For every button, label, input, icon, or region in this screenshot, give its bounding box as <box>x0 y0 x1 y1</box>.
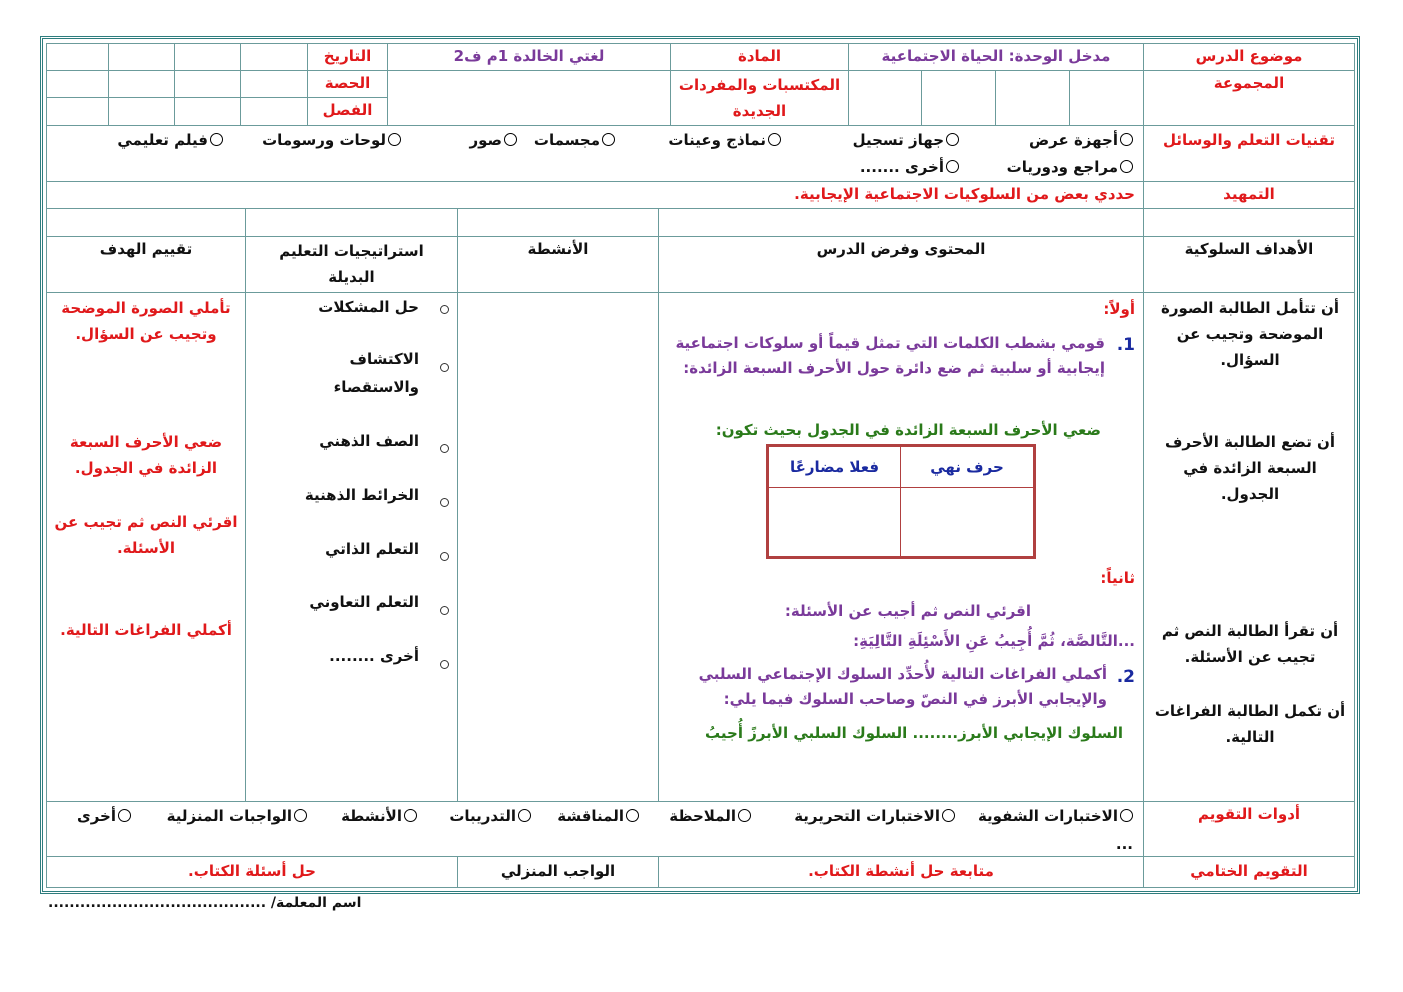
circle-bullet-icon[interactable] <box>440 660 449 669</box>
final-label: التقويم الختامي <box>1143 856 1355 888</box>
class-cell[interactable] <box>108 97 175 126</box>
circle-bullet-icon[interactable] <box>440 606 449 615</box>
assessment-option[interactable]: التدريبات <box>449 804 531 828</box>
item1-number: 1. <box>1116 335 1135 355</box>
vocab-cell[interactable] <box>387 70 671 126</box>
class-cell[interactable] <box>46 97 109 126</box>
tool-option[interactable]: مجسمات <box>534 128 615 152</box>
strategy-item[interactable] <box>440 297 449 321</box>
assessment-option[interactable]: الاختبارات التحريرية <box>794 804 955 828</box>
group-cell[interactable] <box>921 70 996 126</box>
teacher-name[interactable]: اسم المعلمة/ ......................................... <box>48 895 362 911</box>
date-label: التاريخ <box>307 43 388 71</box>
date-cell[interactable] <box>240 43 308 71</box>
spacer-cell <box>1143 208 1355 237</box>
evaluation-item: تأملي الصورة الموضحة وتجيب عن السؤال. <box>61 299 231 343</box>
evaluation-item: ضعي الأحرف السبعة الزائدة في الجدول. <box>69 433 223 477</box>
period-cell[interactable] <box>174 70 241 98</box>
table-instruction: ضعي الأحرف السبعة الزائدة في الجدول بحيث تكون: <box>715 421 1101 439</box>
assessment-option[interactable]: الملاحظة <box>669 804 751 828</box>
strategy-label: الصف الذهني <box>319 432 419 450</box>
class-label: الفصل <box>307 97 388 126</box>
table-answer-cell[interactable] <box>768 487 901 557</box>
evaluation-item: اقرئي النص ثم تجيب عن الأسئلة. <box>54 513 238 557</box>
group-cell[interactable] <box>995 70 1070 126</box>
period-cell[interactable] <box>108 70 175 98</box>
content-first: أولاً: <box>1103 300 1135 318</box>
strategy-item[interactable] <box>440 355 449 379</box>
content-header: المحتوى وفرض الدرس <box>658 236 1144 293</box>
period-cell[interactable] <box>46 70 109 98</box>
radio-circle-icon[interactable] <box>404 809 417 822</box>
period-cell[interactable] <box>240 70 308 98</box>
strategy-item[interactable] <box>440 544 449 568</box>
strategy-label: التعلم التعاوني <box>309 593 419 611</box>
radio-circle-icon[interactable] <box>946 133 959 146</box>
date-cell[interactable] <box>46 43 109 71</box>
vocab-label: المكتسبات والمفردات الجديدة <box>670 70 849 126</box>
strategy-label: حل المشكلات <box>318 298 419 316</box>
read-instruction: اقرئي النص ثم أجيب عن الأسئلة: <box>784 602 1031 620</box>
table-head-nahy: حرف نهي <box>900 446 1034 488</box>
strategies-column <box>245 292 458 802</box>
tool-option[interactable]: مراجع ودوريات <box>1007 155 1133 179</box>
objective-item: أن تتأمل الطالبة الصورة الموضحة وتجيب عن السؤال. <box>1161 299 1339 369</box>
tool-option[interactable]: جهاز تسجيل <box>853 128 959 152</box>
homework-text: حل أسئلة الكتاب. <box>46 856 458 888</box>
group-label: المجموعة <box>1143 70 1355 126</box>
strategy-item[interactable] <box>440 436 449 460</box>
assessment-options <box>46 801 1144 857</box>
radio-circle-icon[interactable] <box>626 809 639 822</box>
assessment-more: ... <box>1115 835 1133 853</box>
evaluation-item: أكملي الفراغات التالية. <box>60 621 232 639</box>
spacer-cell <box>245 208 458 237</box>
spacer-cell <box>457 208 659 237</box>
assessment-option[interactable]: المناقشة <box>557 804 639 828</box>
radio-circle-icon[interactable] <box>504 133 517 146</box>
objective-item: أن تكمل الطالبة الفراغات التالية. <box>1154 702 1346 746</box>
assessment-option[interactable]: الواجبات المنزلية <box>167 804 307 828</box>
assessment-option[interactable]: الأنشطة <box>341 804 417 828</box>
final-activities: متابعة حل أنشطة الكتاب. <box>658 856 1144 888</box>
radio-circle-icon[interactable] <box>738 809 751 822</box>
item2-number: 2. <box>1116 667 1135 687</box>
strategy-item[interactable] <box>440 652 449 676</box>
spacer-cell <box>658 208 1144 237</box>
group-cell[interactable] <box>848 70 922 126</box>
radio-circle-icon[interactable] <box>602 133 615 146</box>
objectives-column <box>1143 292 1355 802</box>
assessment-label: أدوات التقويم <box>1143 801 1355 857</box>
objective-item: أن تضع الطالبة الأحرف السبعة الزائدة في الجدول. <box>1164 433 1336 503</box>
intro-text: حددي بعض من السلوكيات الاجتماعية الإيجابية. <box>46 181 1144 209</box>
tool-option[interactable]: نماذج وعينات <box>668 128 781 152</box>
tools-options <box>46 125 1144 182</box>
table-answer-cell[interactable] <box>900 487 1034 557</box>
unit-entry: مدخل الوحدة: الحياة الاجتماعية <box>848 43 1144 71</box>
subject-value: لغتي الخالدة 1م ف2 <box>387 43 671 71</box>
homework-label: الواجب المنزلي <box>457 856 659 888</box>
radio-circle-icon[interactable] <box>518 809 531 822</box>
strategy-item[interactable] <box>440 490 449 514</box>
radio-circle-icon[interactable] <box>1120 133 1133 146</box>
radio-circle-icon[interactable] <box>1120 809 1133 822</box>
strategy-item[interactable] <box>440 598 449 622</box>
class-cell[interactable] <box>240 97 308 126</box>
circle-bullet-icon[interactable] <box>440 363 449 372</box>
strategies-header: استراتيجيات التعليم البديلة <box>245 236 458 293</box>
intro-label: التمهيد <box>1143 181 1355 209</box>
objective-item: أن تقرأ الطالبة النص ثم تجيب عن الأسئلة. <box>1161 622 1339 666</box>
radio-circle-icon[interactable] <box>768 133 781 146</box>
tool-option[interactable]: أجهزة عرض <box>1029 128 1133 152</box>
circle-bullet-icon[interactable] <box>440 498 449 507</box>
radio-circle-icon[interactable] <box>210 133 223 146</box>
tool-option[interactable]: لوحات ورسومات <box>262 128 401 152</box>
radio-circle-icon[interactable] <box>388 133 401 146</box>
table-head-mudari: فعلا مضارعًا <box>768 446 901 488</box>
assessment-option[interactable]: أخرى <box>77 804 131 828</box>
tool-option[interactable]: صور <box>469 128 517 152</box>
tool-option[interactable]: أخرى ....... <box>860 155 959 179</box>
strategy-label: التعلم الذاتي <box>325 540 419 558</box>
letters-table <box>766 444 1036 559</box>
spacer-cell <box>46 208 246 237</box>
circle-bullet-icon[interactable] <box>440 305 449 314</box>
date-cell[interactable] <box>108 43 175 71</box>
item2-text: أكملي الفراغات التالية لأُحدِّد السلوك الإجتماعي السلبي والإيجابي الأبرز في النصّ وصاحب السلوك فيما يلي: <box>698 665 1107 708</box>
radio-circle-icon[interactable] <box>1120 160 1133 173</box>
read-instruction-vocal: ...التَّالصَّة، ثُمَّ أُجِيبُ عَنِ الأَسْئِلَةِ التَّالِيَةِ: <box>853 632 1135 650</box>
group-cell[interactable] <box>1069 70 1144 126</box>
class-cell[interactable] <box>174 97 241 126</box>
radio-circle-icon[interactable] <box>946 160 959 173</box>
date-cell[interactable] <box>174 43 241 71</box>
strategy-label: الخرائط الذهنية <box>304 486 419 504</box>
evaluation-column <box>46 292 246 802</box>
period-label: الحصة <box>307 70 388 98</box>
radio-circle-icon[interactable] <box>942 809 955 822</box>
tools-label: تقنيات التعلم والوسائل <box>1143 125 1355 182</box>
lesson-topic-label: موضوع الدرس <box>1143 43 1355 71</box>
circle-bullet-icon[interactable] <box>440 444 449 453</box>
item1-text: قومي بشطب الكلمات التي تمثل قيماً أو سلوكات اجتماعية إيجابية أو سلبية ثم ضع دائرة حول الأحرف السبعة الزائدة: <box>675 334 1105 377</box>
objectives-header: الأهداف السلوكية <box>1143 236 1355 293</box>
evaluation-header: تقييم الهدف <box>46 236 246 293</box>
answer-line: السلوك الإيجابي الأبرز........ السلوك السلبي الأبرزً أُجيبُ <box>705 724 1123 742</box>
strategy-label: الاكتشاف والاستقصاء <box>333 350 419 396</box>
activities-header: الأنشطة <box>457 236 659 293</box>
radio-circle-icon[interactable] <box>294 809 307 822</box>
content-second: ثانياً: <box>1100 569 1135 587</box>
strategy-label: أخرى ........ <box>329 647 419 665</box>
activities-column[interactable] <box>457 292 659 802</box>
radio-circle-icon[interactable] <box>118 809 131 822</box>
subject-label: المادة <box>670 43 849 71</box>
tool-option[interactable]: فيلم تعليمي <box>117 128 223 152</box>
circle-bullet-icon[interactable] <box>440 552 449 561</box>
assessment-option[interactable]: الاختبارات الشفوية <box>978 804 1133 828</box>
